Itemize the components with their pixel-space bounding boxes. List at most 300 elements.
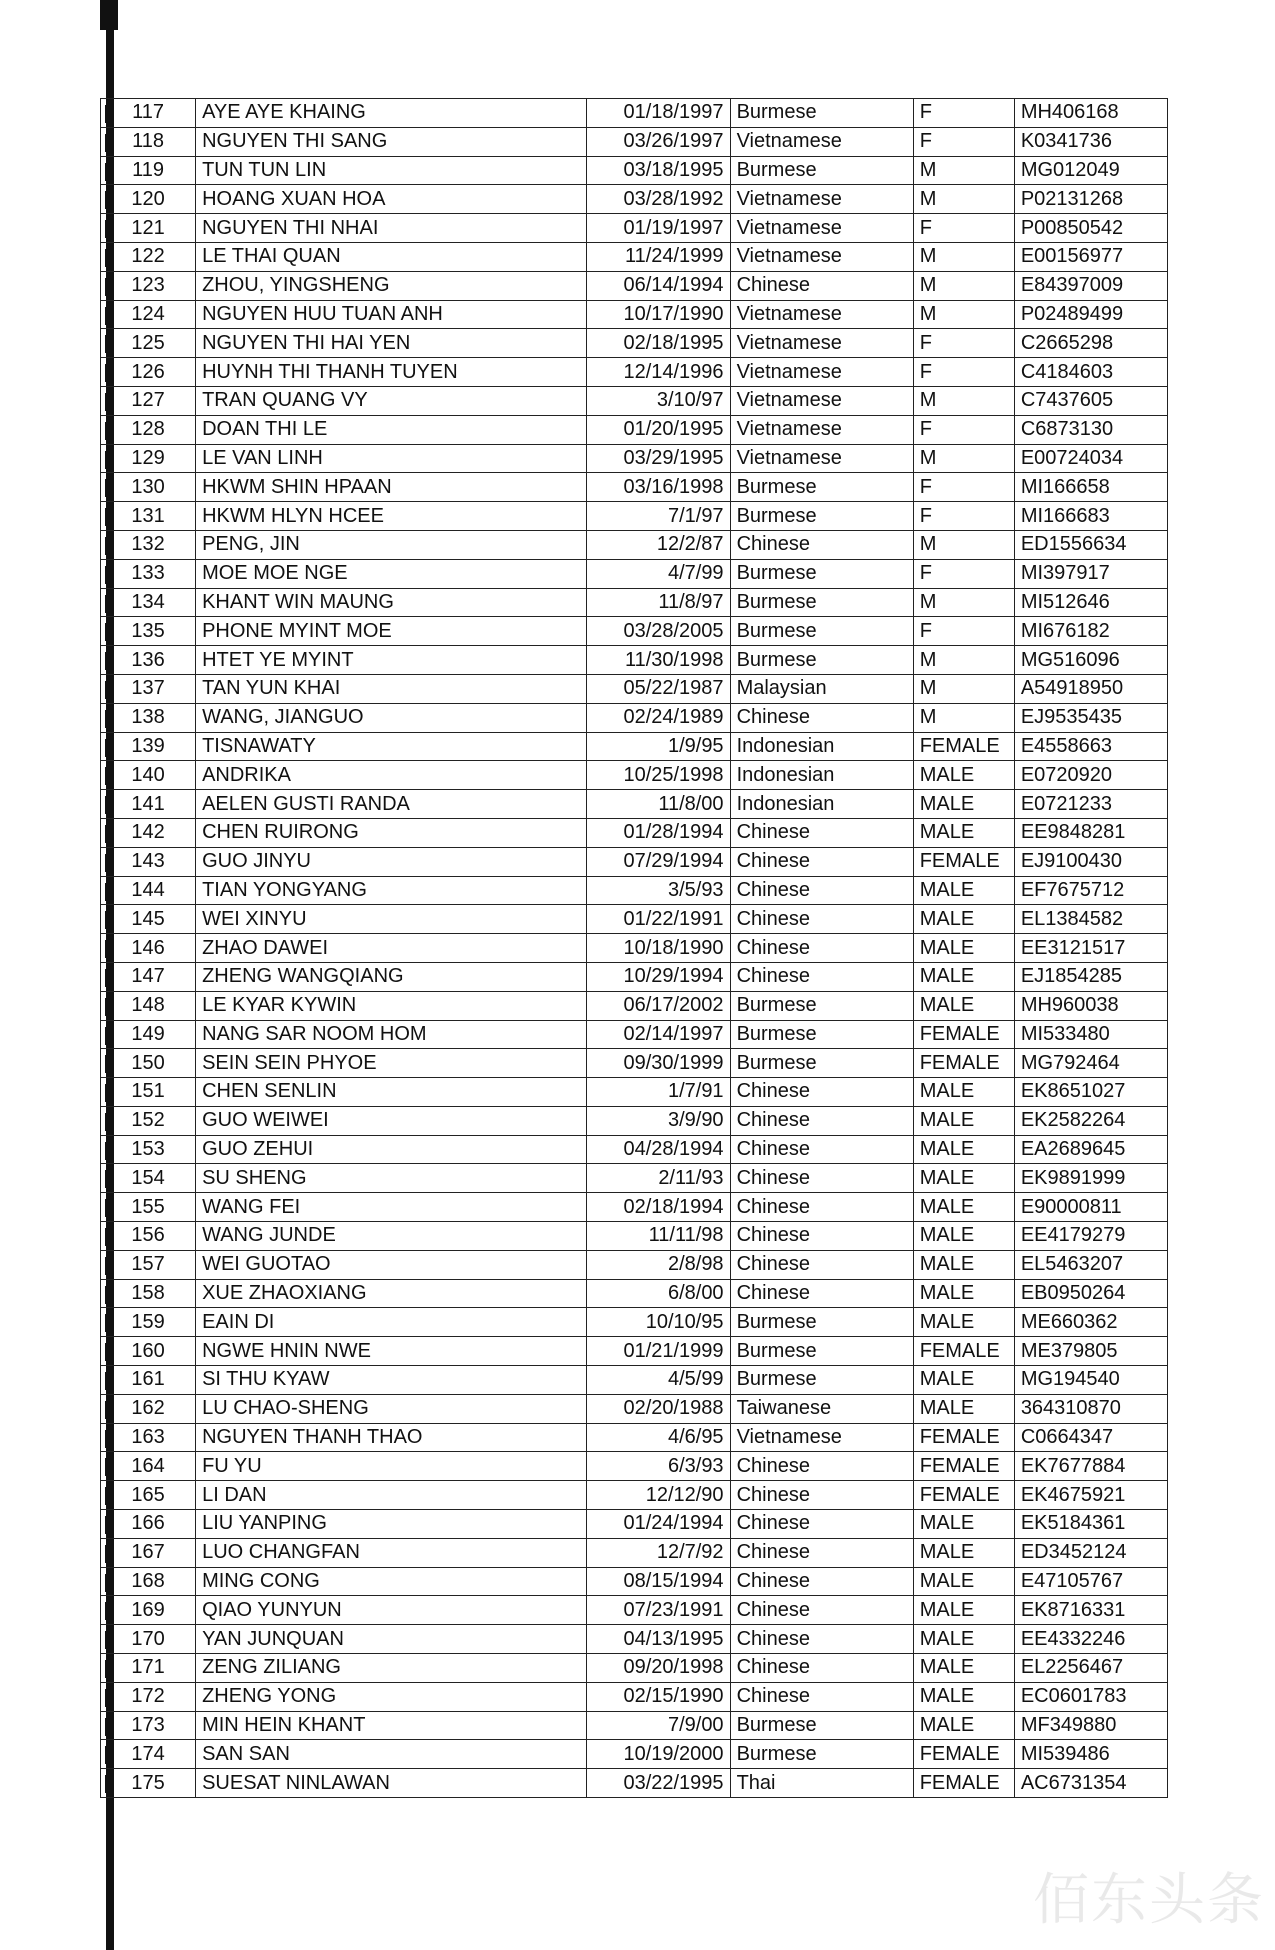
nationality-cell: Chinese	[730, 1567, 913, 1596]
date-of-birth-cell: 2/11/93	[587, 1164, 730, 1193]
sex-cell: M	[913, 674, 1014, 703]
row-number-text: 119	[132, 158, 164, 181]
row-number-text: 143	[131, 850, 165, 873]
sex-cell: M	[913, 530, 1014, 559]
row-number-text: 135	[131, 619, 165, 642]
full-name-cell: AYE AYE KHAING	[196, 99, 587, 128]
row-marker	[105, 364, 112, 382]
date-of-birth-cell: 03/26/1997	[587, 127, 730, 156]
passport-number-cell: ED3452124	[1014, 1538, 1167, 1567]
full-name-cell: WANG, JIANGUO	[196, 703, 587, 732]
date-of-birth-cell: 3/5/93	[587, 876, 730, 905]
passport-number-cell: MI539486	[1014, 1740, 1167, 1769]
row-number	[101, 473, 196, 502]
row-marker	[105, 681, 112, 699]
table-row	[101, 358, 1168, 387]
passport-number-cell: E00156977	[1014, 242, 1167, 271]
date-of-birth-cell: 03/28/2005	[587, 617, 730, 646]
table-row	[101, 847, 1168, 876]
table-row	[101, 1538, 1168, 1567]
sex-cell: FEMALE	[913, 847, 1014, 876]
passport-number-cell: MG012049	[1014, 156, 1167, 185]
row-number	[101, 329, 196, 358]
sex-cell: MALE	[913, 1193, 1014, 1222]
passport-number-cell: MI397917	[1014, 559, 1167, 588]
row-number	[101, 1452, 196, 1481]
sex-cell: M	[913, 703, 1014, 732]
sex-cell: FEMALE	[913, 1337, 1014, 1366]
table-row	[101, 1481, 1168, 1510]
row-number	[101, 1596, 196, 1625]
passport-number-cell: EK4675921	[1014, 1481, 1167, 1510]
full-name-cell: WANG JUNDE	[196, 1222, 587, 1251]
row-marker	[105, 1113, 112, 1131]
row-marker	[105, 1199, 112, 1217]
row-number	[101, 1049, 196, 1078]
sex-cell: M	[913, 588, 1014, 617]
sex-cell: MALE	[913, 818, 1014, 847]
nationality-cell: Vietnamese	[730, 127, 913, 156]
row-number	[101, 1020, 196, 1049]
date-of-birth-cell: 08/15/1994	[587, 1567, 730, 1596]
passport-number-cell: EE4179279	[1014, 1222, 1167, 1251]
row-number	[101, 502, 196, 531]
row-number-text: 123	[131, 274, 165, 297]
sex-cell: MALE	[913, 962, 1014, 991]
row-number-text: 158	[131, 1282, 165, 1305]
table-row	[101, 415, 1168, 444]
table-row	[101, 329, 1168, 358]
full-name-cell: LIU YANPING	[196, 1510, 587, 1539]
date-of-birth-cell: 06/17/2002	[587, 991, 730, 1020]
sex-cell: MALE	[913, 1682, 1014, 1711]
row-number-text: 145	[131, 907, 165, 930]
date-of-birth-cell: 1/7/91	[587, 1078, 730, 1107]
row-number-text: 160	[131, 1339, 165, 1362]
date-of-birth-cell: 07/23/1991	[587, 1596, 730, 1625]
full-name-cell: CHEN RUIRONG	[196, 818, 587, 847]
row-number	[101, 1711, 196, 1740]
row-marker	[105, 1487, 112, 1505]
full-name-cell: NGWE HNIN NWE	[196, 1337, 587, 1366]
row-marker	[105, 278, 112, 296]
sex-cell: FEMALE	[913, 732, 1014, 761]
full-name-cell: XUE ZHAOXIANG	[196, 1279, 587, 1308]
passport-number-cell: C0664347	[1014, 1423, 1167, 1452]
nationality-cell: Vietnamese	[730, 415, 913, 444]
scan-edge-mark	[100, 0, 118, 30]
full-name-cell: SI THU KYAW	[196, 1366, 587, 1395]
passport-number-cell: E00724034	[1014, 444, 1167, 473]
passport-number-cell: A54918950	[1014, 674, 1167, 703]
date-of-birth-cell: 10/19/2000	[587, 1740, 730, 1769]
full-name-cell: PHONE MYINT MOE	[196, 617, 587, 646]
row-number	[101, 934, 196, 963]
table-row	[101, 1164, 1168, 1193]
row-number	[101, 242, 196, 271]
date-of-birth-cell: 2/8/98	[587, 1250, 730, 1279]
row-number-text: 173	[131, 1714, 165, 1737]
table-row	[101, 790, 1168, 819]
row-marker	[105, 940, 112, 958]
row-marker	[105, 537, 112, 555]
row-marker	[105, 1545, 112, 1563]
row-number	[101, 1106, 196, 1135]
date-of-birth-cell: 02/18/1994	[587, 1193, 730, 1222]
date-of-birth-cell: 1/9/95	[587, 732, 730, 761]
table-row	[101, 214, 1168, 243]
full-name-cell: WEI GUOTAO	[196, 1250, 587, 1279]
passport-number-cell: C4184603	[1014, 358, 1167, 387]
row-number-text: 130	[131, 475, 165, 498]
table-row	[101, 617, 1168, 646]
row-number-text: 118	[132, 130, 164, 153]
row-marker	[105, 1286, 112, 1304]
row-number	[101, 1740, 196, 1769]
row-number-text: 174	[131, 1742, 165, 1765]
sex-cell: MALE	[913, 1510, 1014, 1539]
row-number-text: 163	[131, 1426, 165, 1449]
sex-cell: MALE	[913, 905, 1014, 934]
date-of-birth-cell: 03/22/1995	[587, 1769, 730, 1798]
full-name-cell: LI DAN	[196, 1481, 587, 1510]
nationality-cell: Chinese	[730, 530, 913, 559]
passport-number-cell: EE9848281	[1014, 818, 1167, 847]
passport-number-cell: E0720920	[1014, 761, 1167, 790]
date-of-birth-cell: 4/5/99	[587, 1366, 730, 1395]
sex-cell: FEMALE	[913, 1740, 1014, 1769]
row-number	[101, 703, 196, 732]
nationality-cell: Chinese	[730, 1135, 913, 1164]
row-number	[101, 1654, 196, 1683]
sex-cell: MALE	[913, 876, 1014, 905]
row-number	[101, 1308, 196, 1337]
full-name-cell: TAN YUN KHAI	[196, 674, 587, 703]
row-number	[101, 415, 196, 444]
row-number-text: 149	[131, 1022, 165, 1045]
date-of-birth-cell: 03/18/1995	[587, 156, 730, 185]
passport-number-cell: MI512646	[1014, 588, 1167, 617]
row-number	[101, 646, 196, 675]
passport-number-cell: P02131268	[1014, 185, 1167, 214]
passport-number-cell: EK8716331	[1014, 1596, 1167, 1625]
table-row	[101, 271, 1168, 300]
date-of-birth-cell: 02/18/1995	[587, 329, 730, 358]
row-number-text: 131	[131, 504, 165, 527]
row-number	[101, 271, 196, 300]
row-marker	[105, 1142, 112, 1160]
row-number-text: 166	[131, 1512, 165, 1535]
row-number-text: 164	[131, 1454, 165, 1477]
nationality-cell: Burmese	[730, 646, 913, 675]
date-of-birth-cell: 02/14/1997	[587, 1020, 730, 1049]
passport-number-cell: EB0950264	[1014, 1279, 1167, 1308]
row-marker	[105, 1228, 112, 1246]
row-number-text: 157	[131, 1253, 165, 1276]
row-marker	[105, 969, 112, 987]
full-name-cell: FU YU	[196, 1452, 587, 1481]
table-row	[101, 1106, 1168, 1135]
date-of-birth-cell: 02/15/1990	[587, 1682, 730, 1711]
row-number	[101, 1164, 196, 1193]
full-name-cell: GUO WEIWEI	[196, 1106, 587, 1135]
date-of-birth-cell: 11/8/00	[587, 790, 730, 819]
table-row	[101, 674, 1168, 703]
full-name-cell: PENG, JIN	[196, 530, 587, 559]
row-number-text: 136	[131, 648, 165, 671]
row-number-text: 124	[131, 302, 165, 325]
passport-number-cell: EJ9100430	[1014, 847, 1167, 876]
passport-number-cell: MI533480	[1014, 1020, 1167, 1049]
table-row	[101, 386, 1168, 415]
row-number-text: 129	[131, 446, 165, 469]
sex-cell: MALE	[913, 1222, 1014, 1251]
date-of-birth-cell: 03/28/1992	[587, 185, 730, 214]
passport-number-cell: K0341736	[1014, 127, 1167, 156]
date-of-birth-cell: 3/9/90	[587, 1106, 730, 1135]
row-marker	[105, 1372, 112, 1390]
sex-cell: M	[913, 646, 1014, 675]
table-row	[101, 502, 1168, 531]
table-row	[101, 588, 1168, 617]
passport-number-cell: EL2256467	[1014, 1654, 1167, 1683]
row-marker	[105, 595, 112, 613]
table-row	[101, 1250, 1168, 1279]
date-of-birth-cell: 12/14/1996	[587, 358, 730, 387]
row-marker	[105, 1746, 112, 1764]
row-number	[101, 1394, 196, 1423]
row-number	[101, 732, 196, 761]
passport-number-cell: MI166658	[1014, 473, 1167, 502]
table-row	[101, 185, 1168, 214]
sex-cell: F	[913, 214, 1014, 243]
row-number-text: 171	[131, 1656, 165, 1679]
table-row	[101, 156, 1168, 185]
row-number-text: 127	[131, 389, 165, 412]
full-name-cell: ZHAO DAWEI	[196, 934, 587, 963]
row-number	[101, 876, 196, 905]
sex-cell: MALE	[913, 1078, 1014, 1107]
full-name-cell: EAIN DI	[196, 1308, 587, 1337]
date-of-birth-cell: 02/20/1988	[587, 1394, 730, 1423]
nationality-cell: Chinese	[730, 1625, 913, 1654]
nationality-cell: Chinese	[730, 271, 913, 300]
row-marker	[105, 479, 112, 497]
table-row	[101, 818, 1168, 847]
table-row	[101, 1222, 1168, 1251]
table-row	[101, 1682, 1168, 1711]
full-name-cell: LE VAN LINH	[196, 444, 587, 473]
sex-cell: MALE	[913, 1250, 1014, 1279]
sex-cell: MALE	[913, 1164, 1014, 1193]
row-number	[101, 1337, 196, 1366]
passport-number-cell: EJ1854285	[1014, 962, 1167, 991]
table-row	[101, 473, 1168, 502]
table-row	[101, 127, 1168, 156]
full-name-cell: NGUYEN THANH THAO	[196, 1423, 587, 1452]
nationality-cell: Burmese	[730, 1366, 913, 1395]
full-name-cell: MIN HEIN KHANT	[196, 1711, 587, 1740]
table-row	[101, 1769, 1168, 1798]
date-of-birth-cell: 01/22/1991	[587, 905, 730, 934]
nationality-cell: Chinese	[730, 1510, 913, 1539]
nationality-cell: Burmese	[730, 1020, 913, 1049]
row-marker	[105, 739, 112, 757]
passport-number-cell: EK5184361	[1014, 1510, 1167, 1539]
nationality-cell: Burmese	[730, 559, 913, 588]
nationality-cell: Burmese	[730, 156, 913, 185]
full-name-cell: HTET YE MYINT	[196, 646, 587, 675]
nationality-cell: Vietnamese	[730, 214, 913, 243]
full-name-cell: HUYNH THI THANH TUYEN	[196, 358, 587, 387]
date-of-birth-cell: 03/29/1995	[587, 444, 730, 473]
row-marker	[105, 854, 112, 872]
table-row	[101, 876, 1168, 905]
row-number	[101, 1538, 196, 1567]
passport-number-cell: EJ9535435	[1014, 703, 1167, 732]
sex-cell: M	[913, 300, 1014, 329]
date-of-birth-cell: 09/30/1999	[587, 1049, 730, 1078]
date-of-birth-cell: 6/3/93	[587, 1452, 730, 1481]
full-name-cell: ZHOU, YINGSHENG	[196, 271, 587, 300]
sex-cell: F	[913, 329, 1014, 358]
date-of-birth-cell: 12/12/90	[587, 1481, 730, 1510]
sex-cell: F	[913, 99, 1014, 128]
nationality-cell: Chinese	[730, 934, 913, 963]
nationality-cell: Chinese	[730, 703, 913, 732]
row-number	[101, 1510, 196, 1539]
date-of-birth-cell: 04/28/1994	[587, 1135, 730, 1164]
date-of-birth-cell: 7/9/00	[587, 1711, 730, 1740]
sex-cell: MALE	[913, 1625, 1014, 1654]
date-of-birth-cell: 02/24/1989	[587, 703, 730, 732]
row-marker	[105, 1314, 112, 1332]
full-name-cell: MING CONG	[196, 1567, 587, 1596]
row-marker	[105, 393, 112, 411]
sex-cell: M	[913, 156, 1014, 185]
table-row	[101, 1366, 1168, 1395]
passport-number-cell: AC6731354	[1014, 1769, 1167, 1798]
table-row	[101, 1193, 1168, 1222]
row-marker	[105, 1516, 112, 1534]
date-of-birth-cell: 01/18/1997	[587, 99, 730, 128]
nationality-cell: Chinese	[730, 1452, 913, 1481]
sex-cell: M	[913, 386, 1014, 415]
sex-cell: MALE	[913, 761, 1014, 790]
row-marker	[105, 1458, 112, 1476]
row-number	[101, 156, 196, 185]
nationality-cell: Chinese	[730, 1596, 913, 1625]
date-of-birth-cell: 3/10/97	[587, 386, 730, 415]
row-marker	[105, 1718, 112, 1736]
sex-cell: F	[913, 617, 1014, 646]
nationality-cell: Chinese	[730, 1250, 913, 1279]
row-number	[101, 1250, 196, 1279]
sex-cell: MALE	[913, 991, 1014, 1020]
sex-cell: MALE	[913, 1394, 1014, 1423]
table-row	[101, 1740, 1168, 1769]
full-name-cell: TRAN QUANG VY	[196, 386, 587, 415]
passport-number-cell: EF7675712	[1014, 876, 1167, 905]
date-of-birth-cell: 01/24/1994	[587, 1510, 730, 1539]
passport-number-cell: EK2582264	[1014, 1106, 1167, 1135]
passport-number-cell: C7437605	[1014, 386, 1167, 415]
row-number-text: 153	[131, 1138, 165, 1161]
row-number-text: 139	[131, 734, 165, 757]
passport-number-cell: MF349880	[1014, 1711, 1167, 1740]
row-number	[101, 617, 196, 646]
row-number-text: 150	[131, 1051, 165, 1074]
row-number	[101, 1193, 196, 1222]
row-number	[101, 386, 196, 415]
sex-cell: F	[913, 559, 1014, 588]
date-of-birth-cell: 6/8/00	[587, 1279, 730, 1308]
row-number-text: 170	[131, 1627, 165, 1650]
passport-number-cell: ED1556634	[1014, 530, 1167, 559]
row-number-text: 151	[131, 1080, 165, 1103]
table-row	[101, 1394, 1168, 1423]
date-of-birth-cell: 12/2/87	[587, 530, 730, 559]
nationality-cell: Chinese	[730, 1538, 913, 1567]
row-number	[101, 905, 196, 934]
sex-cell: FEMALE	[913, 1049, 1014, 1078]
sex-cell: F	[913, 473, 1014, 502]
row-number-text: 146	[131, 936, 165, 959]
sex-cell: M	[913, 444, 1014, 473]
date-of-birth-cell: 11/11/98	[587, 1222, 730, 1251]
nationality-cell: Chinese	[730, 847, 913, 876]
row-number	[101, 444, 196, 473]
row-marker	[105, 1775, 112, 1793]
date-of-birth-cell: 7/1/97	[587, 502, 730, 531]
full-name-cell: GUO JINYU	[196, 847, 587, 876]
nationality-cell: Burmese	[730, 1049, 913, 1078]
row-number-text: 147	[131, 965, 165, 988]
nationality-cell: Vietnamese	[730, 300, 913, 329]
nationality-cell: Burmese	[730, 617, 913, 646]
full-name-cell: ZENG ZILIANG	[196, 1654, 587, 1683]
sex-cell: MALE	[913, 1538, 1014, 1567]
table-row	[101, 732, 1168, 761]
row-number	[101, 1481, 196, 1510]
sex-cell: MALE	[913, 1596, 1014, 1625]
sex-cell: FEMALE	[913, 1452, 1014, 1481]
table-row	[101, 1625, 1168, 1654]
passport-number-cell: MI676182	[1014, 617, 1167, 646]
date-of-birth-cell: 01/19/1997	[587, 214, 730, 243]
date-of-birth-cell: 11/30/1998	[587, 646, 730, 675]
passport-number-cell: EE3121517	[1014, 934, 1167, 963]
nationality-cell: Burmese	[730, 991, 913, 1020]
row-number-text: 132	[131, 533, 165, 556]
table-row	[101, 1510, 1168, 1539]
full-name-cell: DOAN THI LE	[196, 415, 587, 444]
full-name-cell: ZHENG WANGQIANG	[196, 962, 587, 991]
table-row	[101, 1654, 1168, 1683]
table-row	[101, 99, 1168, 128]
nationality-cell: Burmese	[730, 1337, 913, 1366]
full-name-cell: NGUYEN THI HAI YEN	[196, 329, 587, 358]
sex-cell: M	[913, 271, 1014, 300]
table-row	[101, 646, 1168, 675]
row-marker	[105, 335, 112, 353]
date-of-birth-cell: 05/22/1987	[587, 674, 730, 703]
full-name-cell: YAN JUNQUAN	[196, 1625, 587, 1654]
full-name-cell: LE KYAR KYWIN	[196, 991, 587, 1020]
table-row	[101, 1452, 1168, 1481]
row-marker	[105, 422, 112, 440]
nationality-cell: Burmese	[730, 1740, 913, 1769]
